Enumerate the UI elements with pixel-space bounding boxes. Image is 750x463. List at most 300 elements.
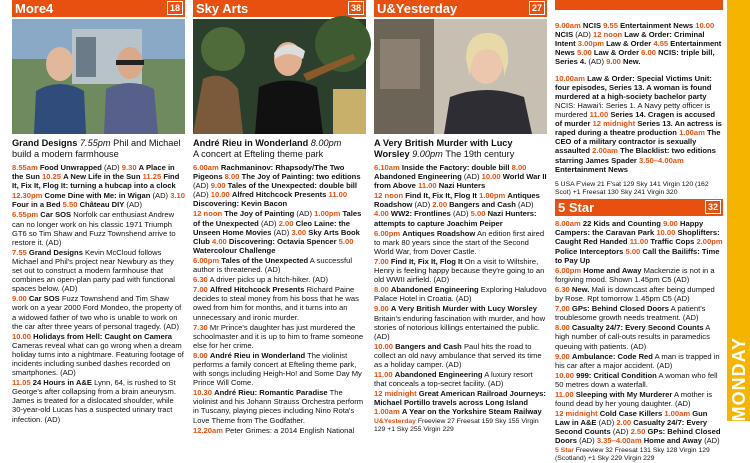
listing-desc: Fuzz Townshend and Tim Shaw work on a year 2000 Ford Mondeo, the property of a widowed father of two who is unable to work on the car after three years of personal tragedy. [12, 294, 182, 331]
channel-name: Sky Arts [196, 1, 249, 16]
listing-time: 10.00 [374, 341, 394, 351]
listing-entry [12, 191, 185, 209]
listing-time: 6.55pm [12, 210, 39, 220]
channel-footer [374, 418, 547, 434]
listing-program: The Joy of Painting: two editions [241, 172, 361, 182]
listing-time: 9.00 [555, 351, 570, 361]
listing-program: Law & Order [593, 47, 640, 57]
listing-program: A Year on the Yorkshire Steam Railway [401, 407, 542, 417]
listing-program: Come Dine with Me: in Wigan [44, 191, 151, 201]
day-sidebar [727, 0, 750, 421]
listing-rating: (AD) [45, 237, 62, 247]
listing-rating: (AD) [44, 414, 61, 424]
listing-program: Law & Order: Criminal Intent [555, 29, 705, 48]
listing-time: 10.25 [41, 172, 61, 182]
listing-program: Bangers and Cash [395, 341, 462, 351]
listing-time: 9.00am [555, 20, 581, 30]
listing-entry [193, 323, 366, 350]
listing-program: World War II from Above [374, 172, 547, 191]
listing-time: 2.00pm [696, 237, 723, 247]
listing-time: 3.50–4.00am [639, 155, 684, 165]
listing-program: Casualty 24/7: Every Second Counts [571, 323, 704, 333]
listing-time: 3.35–4.00am [596, 436, 642, 446]
listing-time: 8.00 [555, 323, 570, 333]
listing-time: 12 noon [193, 209, 223, 219]
listing-time: 10.00 [656, 228, 676, 238]
feature-time: 7.55pm [79, 138, 111, 148]
listing-time: 12 noon [374, 191, 404, 201]
listing-program: A New Life in the Sun [63, 172, 141, 182]
listing-rating: (AD) [104, 163, 120, 172]
listing-program: NCIS: triple bill, Series 4. [555, 47, 715, 66]
listing-program: Abandoned Engineering [390, 285, 479, 295]
listing-desc: Norfolk car enthusiast Andrew can no longer work on his classic 1971 Triumph GT6 so Tim Shaw and Fuzz Townshend arrive to restore it. [12, 210, 176, 247]
listing-desc: A mother is found dead by her young daughter. [555, 389, 713, 409]
listing-program: Alfred Hitchcock Presents [209, 285, 305, 295]
listing-time: 8.00am [555, 219, 581, 229]
listings-5usa [555, 0, 723, 174]
listing-entry [374, 370, 547, 388]
listing-rating: (AD) [264, 265, 281, 275]
listing-entry [374, 229, 547, 256]
listing-time: 9.30 [121, 163, 137, 172]
listing-time: 6.30 [555, 284, 570, 294]
listing-desc: Richard Paine decides to steal money from his boss that he was owed from him for months, and it turns into an unnecessary and ironic murder. [193, 285, 359, 322]
listing-rating: (AD) [61, 284, 78, 294]
listing-rating: (AD) [126, 200, 143, 210]
listing-time: 5.00 [470, 209, 486, 219]
listing-rating: (AD) [296, 209, 313, 219]
listing-entry [12, 163, 185, 190]
listing-program: Tales of the Unexpected: double bill [227, 181, 358, 191]
channel-name: 5 Star [558, 200, 595, 216]
listing-program: 999: Critical Condition [576, 370, 657, 380]
listing-time: 6.00pm [555, 265, 582, 275]
feature-desc: Phil and Michael build a modern farmhouse [12, 138, 181, 159]
listing-program: Find It, Fix It, Flog It [405, 191, 477, 201]
listing-entry [193, 275, 366, 284]
channel-number: 38 [348, 1, 364, 15]
listing-entry [374, 191, 547, 227]
listing-program: Antiques Roadshow [374, 191, 540, 210]
channel-footer [555, 447, 723, 463]
listing-time: 7.55 [12, 247, 27, 257]
feature-photo [374, 19, 547, 134]
channel-number: 32 [705, 200, 721, 214]
listing-rating: (AD) [152, 191, 169, 201]
channel-header-sky-arts [193, 0, 366, 17]
listing-program: WW2: Frontlines [390, 209, 451, 219]
listing-entry [193, 351, 366, 387]
listing-program: Holidays from Hell: Caught on Camera [33, 331, 172, 341]
listing-entry [555, 409, 723, 445]
listing-program: Nazi Hunters: attempts to capture Joachim Peiper [374, 209, 537, 228]
listing-time: 9.00 [606, 56, 621, 66]
listing-time: 12.30pm [12, 191, 43, 201]
listing-program: The CEO of a military contractor is sexually assaulted [555, 128, 721, 156]
listing-program: Alfred Hitchcock Presents [231, 190, 327, 200]
listing-program: Tales of the Unexpected [221, 255, 309, 265]
listing-time: 6.00pm [193, 255, 220, 265]
listing-time: 6.10am [374, 163, 400, 172]
listing-rating: (AD) [273, 227, 290, 237]
listing-entry [193, 388, 366, 424]
listing-program: Find It, Fix It, Flog It [390, 256, 463, 266]
day-label: MONDAY [729, 336, 749, 421]
listing-program: NCIS [582, 20, 602, 30]
feature-photo-grand-designs [12, 19, 185, 134]
listing-program: Four in a Bed [12, 200, 61, 210]
listing-program: André Rieu in Wonderland [209, 350, 306, 360]
listing-time: 7.00 [555, 304, 570, 314]
listings [193, 163, 366, 435]
listing-desc: Kevin McCloud follows Michael and Phil's project near Newbury as they set out to construct a modern farmhouse that combines an open-plan party pad with functional spaces below. [12, 247, 175, 294]
listing-time: 12 midnight [555, 409, 598, 419]
channel-number: 18 [167, 1, 183, 15]
listing-time: 6.00pm [374, 228, 401, 238]
listing-program: Entertainment News [555, 164, 629, 174]
channel-name: More4 [15, 1, 54, 16]
feature-photo [12, 19, 185, 134]
listing-time: 11.00 [374, 370, 393, 380]
listing-time: 5.50 [62, 200, 78, 210]
footer-brand: 5 Star [555, 446, 574, 454]
listing-entry [555, 219, 723, 264]
listing-program: Cold Case Killers [599, 409, 663, 419]
listing-program: Law & Order [606, 38, 652, 48]
listing-program: Abandoned Engineering [394, 370, 483, 380]
listing-time: 11.00 [328, 190, 348, 200]
channel-footer-5usa [555, 181, 723, 197]
listing-program: Château DIY [79, 200, 125, 210]
channel-number: 27 [529, 1, 545, 15]
column-more4 [12, 0, 185, 424]
listing-desc: A successful author is threatened. [193, 255, 353, 275]
listing-rating: (AD) [312, 275, 329, 285]
listing-time: 2.00 [278, 218, 294, 228]
listing-rating: (AD) [579, 436, 595, 446]
listing-entry [555, 266, 723, 284]
listing-rating: (AD) [487, 379, 504, 389]
listing-rating: (AD) [612, 427, 629, 437]
listing-time: 10.00am [555, 73, 585, 83]
listing-program: Discovering: Octavia Spencer [228, 236, 337, 246]
feature-desc: A concert at Efteling theme park [193, 149, 324, 159]
feature-desc: The 19th century [445, 149, 515, 159]
listing-rating: (AD) [374, 331, 390, 341]
listing-program: Entertainment News [620, 20, 694, 30]
listing-program: The Joy of Painting [224, 209, 295, 219]
listing-time: 9.00 [663, 219, 678, 229]
listing-desc: Mali is downcast after being dumped by Rose. Rpt tomorrow 1.45pm C5 [555, 284, 715, 304]
channel-header-u-yesterday [374, 0, 547, 17]
listing-desc: The violinist performs a family concert at Efteling theme park, with songs including Heigh-Ho! and Some Day My Prince Will Come. [193, 350, 362, 388]
listing-entry [374, 304, 547, 340]
listing-desc: The violinist and his Johann Strauss Orchestra perform in Tuscany, playing pieces including Nino Rota's Love Theme from The Godfather. [193, 388, 364, 425]
listing-program: Happy Campers: the Caravan Park [555, 219, 704, 238]
listing-program: Sky Arts Book Club [193, 227, 360, 246]
listing-program: Shoplifters: Caught Red Handed [555, 228, 720, 247]
listing-time: 6.30 [193, 275, 208, 285]
listing-entry [193, 256, 366, 274]
listing-desc: Cameras reveal what can go wrong when a dream holiday turns into a nightmare. Featuring footage of incidents including sunbed dashes recorded on smartphones. [12, 340, 184, 378]
channel-name: U&Yesterday [377, 1, 458, 16]
listing-entry [12, 210, 185, 246]
listing-program: Series 13. An actress is raped during a theatre production [555, 119, 722, 138]
listing-entry [193, 285, 366, 321]
listing-program: Cleo Laine: the Unseen Home Movies [193, 218, 351, 237]
listing-time: 10.30 [193, 388, 213, 398]
listing-entry [555, 371, 723, 389]
feature-time: 8.00pm [310, 138, 342, 148]
listing-rating: (AD) [445, 359, 462, 369]
listing-program: A Place in the Sun [12, 163, 175, 182]
listing-time: 12 midnight [374, 389, 417, 399]
listing-entry [193, 209, 366, 254]
listing-entry [555, 285, 723, 303]
listing-time: 11.25 [142, 172, 162, 182]
listing-entry [555, 352, 723, 370]
listing-desc: A high number of call-outs results in paramedics queuing with patients. [555, 323, 710, 351]
listing-time: 7.00 [193, 285, 208, 295]
listing-program: Discovering: Kevin Bacon [193, 199, 288, 209]
listing-program: New. [623, 56, 641, 66]
listing-time: 5.00 [338, 236, 354, 246]
listing-entry [374, 342, 547, 369]
listing-time: 11.05 [12, 378, 31, 388]
listing-desc: A luxury resort that conceals a top-secret facility. [374, 370, 533, 389]
listing-program: GPs: Behind Closed Doors [571, 304, 669, 314]
listing-rating: (AD) [193, 181, 209, 191]
listing-time: 10.00 [481, 172, 501, 182]
listing-time: 5.00 [625, 246, 641, 256]
listing-entry [555, 74, 723, 174]
listing-program: Gun Law in A&E [555, 409, 708, 428]
listing-time: 10.00 [210, 190, 230, 200]
listing-program: Inside the Factory: double bill [401, 163, 510, 172]
listing-desc: Peter Grimes: a 2014 English National [225, 425, 355, 435]
listing-entry [193, 163, 366, 208]
listing-program: Casualty 24/7: Every Second Counts [555, 418, 708, 437]
listing-rating: (AD) [673, 274, 690, 284]
listing-program: Bangers and Cash [449, 200, 516, 210]
listing-time: 10.00 [555, 370, 575, 380]
listing-desc: An edition first aired to mark 80 years since the start of the Second World War, from Dover Castle. [374, 228, 545, 256]
feature-title-text: A Very British Murder with Lucy Worsley [374, 138, 513, 159]
listing-time: 9.00 [374, 304, 389, 314]
listing-desc: Mr Prince's daughter has just murdered the schoolmaster and it is up to him to frame someone else for her crime. [193, 322, 364, 350]
listing-program: Watercolour Challenge [193, 245, 276, 255]
listing-time: 1.00am [664, 409, 691, 419]
listing-entry [555, 21, 723, 66]
listing-rating: (AD) [193, 190, 209, 200]
feature-title [193, 138, 366, 160]
listing-program: André Rieu: Romantic Paradise [214, 388, 328, 398]
column-sky-arts [193, 0, 366, 435]
listing-program: Home and Away [583, 265, 642, 275]
feature-title [12, 138, 185, 160]
feature-photo-lucy-worsley [374, 19, 547, 134]
listing-time: 8.00 [193, 350, 208, 360]
listing-entry [193, 426, 366, 435]
listing-time: 1.00pm [314, 209, 341, 219]
listing-entry [555, 304, 723, 322]
listing-time: 6.00 [641, 47, 656, 57]
listing-rating: (AD) [656, 360, 673, 370]
listing-desc: A driver picks up a hitch-hiker. [209, 275, 311, 285]
listing-program: Tales of the Unexpected [193, 209, 362, 228]
listing-time: 11.00 [418, 181, 437, 191]
listing-desc: A woman who fell 50 metres down a waterfall. [555, 370, 718, 389]
listing-rating: (AD) [517, 200, 534, 210]
listing-desc: Britain's enduring fascination with murder, and how stories of notorious killings entertained the public. [374, 313, 546, 332]
listing-program: Car SOS [28, 294, 60, 304]
listing-entry [555, 323, 723, 350]
listing-rating: (AD) [163, 321, 180, 331]
listing-desc: A man is trapped in his car after a major accident. [555, 351, 720, 370]
listing-time: 10.00 [12, 331, 32, 341]
footer-text: 5 USA F'view 21 F'sat 129 Sky 141 Virgin 120 (162 Scot) +1 Freesat 130 Sky 241 Virgin 320 [555, 181, 709, 197]
listing-entry [374, 163, 547, 190]
listing-time: 2.00 [616, 418, 632, 428]
listing-time: 12.20am [193, 425, 223, 435]
listings [555, 219, 723, 445]
listing-time: 8.00 [224, 172, 240, 182]
channel-header-more4 [12, 0, 185, 17]
feature-photo-andre-rieu [193, 19, 366, 134]
listing-rating: (AD) [598, 418, 615, 428]
feature-time: 9.00pm [412, 149, 443, 159]
listing-program: Law & Order: Special Victims Unit: four episodes, Series 13. A woman is found murdered at a high-society bachelor party [555, 73, 712, 101]
listing-rating: (AD) [588, 56, 604, 66]
listing-desc: NCIS: Hawai'i: Series 1. A Navy petty officer is murdered [555, 100, 711, 120]
footer-text: Freeview 27 Freesat 159 Sky 155 Virgin 129 +1 Sky 255 Virgin 229 [374, 417, 539, 433]
listing-program: Grand Designs [28, 247, 83, 257]
listing-program: Police Interceptors [555, 246, 624, 256]
listing-program: Sleeping with My Murderer [575, 389, 673, 399]
listing-time: 8.00 [374, 285, 389, 295]
listing-desc: Paul hits the road to collect an old navy ambulance that served its time as a holiday camper. [374, 341, 542, 369]
listing-entry [12, 248, 185, 293]
channel-header-5-star [555, 199, 723, 216]
listing-entry [374, 389, 547, 416]
feature-title-text: André Rieu in Wonderland [193, 138, 309, 148]
listing-rating: (AD) [682, 313, 699, 323]
listing-time: 1.00pm [479, 191, 506, 201]
listing-rating: (AD) [674, 399, 691, 409]
listing-desc: Lynn, 64, is rushed to St George's after collapsing from a brain aneurysm. James is treated for a dislocated shoulder, while 30-year-old Lucas has a suspected urinary tract infection. [12, 378, 176, 424]
listing-time: 3.00pm [577, 38, 604, 48]
listing-rating: (AD) [674, 294, 690, 304]
listing-desc: Mackenzie is not in a forgiving mood. Shown 1.45pm C5 [555, 265, 715, 284]
listing-desc: Exploring Haludovo Palace Hotel in Croatia. [374, 285, 547, 304]
listing-program: 24 Hours in A&E [32, 378, 92, 388]
listing-entry [12, 378, 185, 423]
footer-text: Freeview 32 Freesat 131 Sky 128 Virgin 129 (Scotland) +1 Sky 229 Virgin 229 [555, 446, 710, 462]
listing-time: 9.00 [210, 181, 226, 191]
listing-program: Great American Railroad Journeys: Michael Portillo travels across Long Island [374, 389, 546, 408]
listing-program: NCIS [555, 29, 574, 39]
listing-time: 11.00 [555, 389, 574, 399]
feature-photo [193, 19, 366, 134]
listing-time: 3.10 [170, 191, 185, 201]
listing-time: 7.30 [193, 322, 208, 332]
listing-rating: (AD) [433, 275, 450, 285]
listing-time: 4.00 [374, 209, 389, 219]
listing-rating: (AD) [414, 200, 431, 210]
listing-program: New. [571, 284, 590, 294]
listings [374, 163, 547, 417]
listing-program: Call the Bailiffs: Time to Pay Up [555, 246, 720, 265]
listing-program: Home and Away [643, 436, 702, 446]
listing-program: Abandoned Engineering [374, 172, 462, 182]
listing-time: 2.00 [432, 200, 448, 210]
listing-entry [555, 390, 723, 408]
listing-time: 4.55 [653, 38, 669, 48]
listings [12, 163, 185, 424]
listing-time: 4.00 [212, 236, 227, 246]
listing-time: 9.55 [603, 20, 618, 30]
listing-program: Entertainment News [555, 38, 722, 57]
listing-program: Food Unwrapped [39, 163, 102, 172]
listing-time: 1.00am [374, 407, 400, 417]
listing-time: 10.00 [695, 20, 715, 30]
listing-time: 8.00 [511, 163, 527, 172]
listing-time: 9.00 [12, 294, 27, 304]
listing-desc: On a visit to Wiltshire, Henry is feeling happy because they're going to an old WWII airfield. [374, 256, 545, 285]
listing-time: 12 noon [593, 29, 623, 39]
listing-program: Antiques Roadshow [402, 228, 476, 238]
listing-time: 1.00am [679, 128, 705, 138]
listing-time: 7.00 [374, 256, 389, 266]
listing-entry [374, 285, 547, 303]
listing-time: 3.00 [291, 227, 307, 237]
listing-time: 2.00am [592, 146, 618, 156]
listing-rating: (AD) [260, 218, 277, 228]
listing-program: A Very British Murder with Lucy Worsley [390, 304, 537, 314]
listing-rating: (AD) [60, 368, 76, 378]
listing-rating: (AD) [452, 209, 469, 219]
feature-title-text: Grand Designs [12, 138, 78, 148]
listing-time: 5.00 [576, 47, 592, 57]
column-5usa-5star [555, 0, 723, 462]
listing-entry [12, 332, 185, 377]
listing-program: Ambulance: Code Red [571, 351, 653, 361]
listing-program: Series 14. Cragen is accused of murder [555, 110, 716, 129]
listing-rating: (AD) [575, 29, 591, 39]
listing-time: 2.50 [630, 427, 646, 437]
listing-time: 11.00 [589, 110, 609, 120]
feature-title [374, 138, 547, 160]
listing-program: The Blacklist: two editions starring James Spader [555, 146, 716, 165]
listing-time: 8.55am [12, 163, 38, 172]
listing-rating: (AD) [630, 341, 647, 351]
listing-program: Find It, Fix It, Flog It: turning a hubcap into a clock [12, 172, 180, 191]
footer-brand: U&Yesterday [374, 417, 416, 425]
listing-rating: (AD) [463, 172, 480, 182]
listing-program: Nazi Hunters [438, 181, 486, 191]
listing-time: 11.00 [629, 237, 649, 247]
listing-time: 12 midnight [592, 119, 636, 129]
column-u-yesterday [374, 0, 547, 433]
listing-desc: A patient's troublesome growth needs treatment. [555, 304, 706, 323]
listing-program: Car SOS [40, 210, 72, 220]
listing-program: GPs: Behind Closed Doors [555, 427, 721, 446]
listing-program: Rachmaninov: Rhapsody/The Two Pigeons [193, 163, 345, 182]
listing-time: 6.00am [193, 163, 219, 172]
listing-entry [12, 294, 185, 330]
listing-rating: (AD) [704, 436, 720, 446]
